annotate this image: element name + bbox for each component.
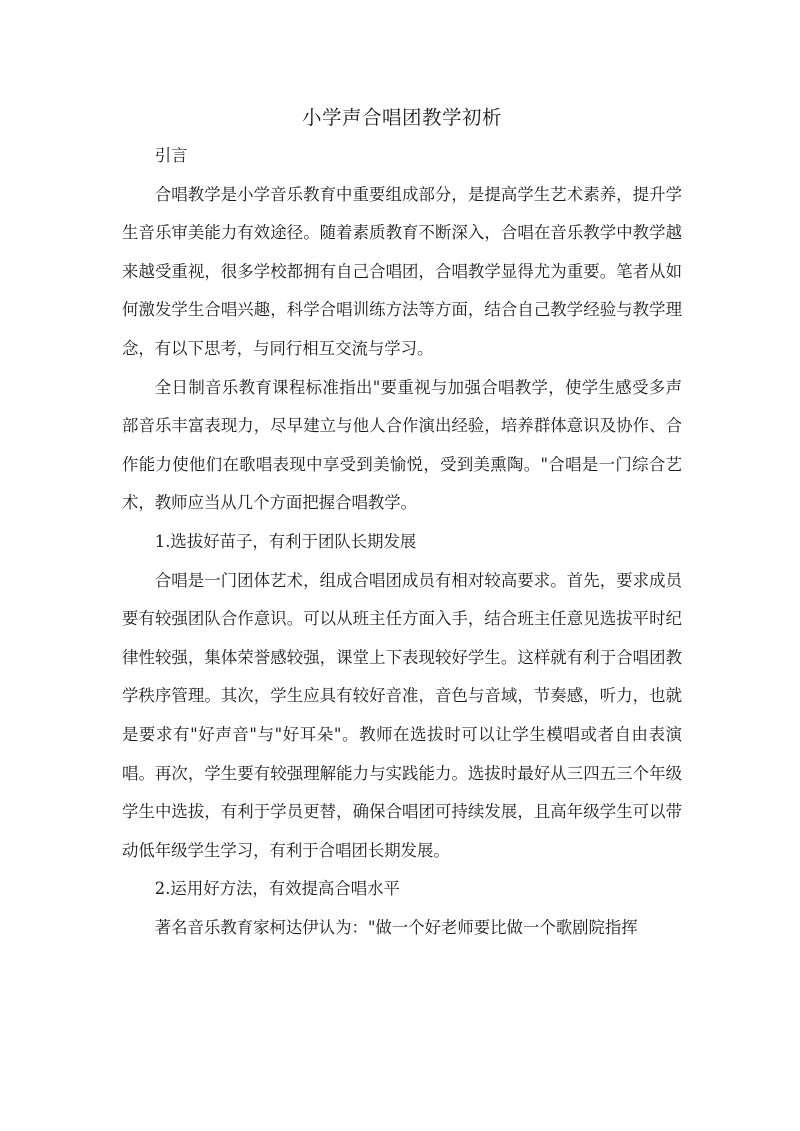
paragraph-intro: 合唱教学是小学音乐教育中重要组成部分，是提高学生艺术素养，提升学生音乐审美能力有效途径。随着素质教育不断深入，合唱在音乐教学中教学越来越受重视，很多学校都拥有自己合唱团，合唱教学显得尤为重要。笔者从如何激发学生合唱兴趣，科学合唱训练方法等方面，结合自己教学经验与教学理念，有以下思考，与同行相互交流与学习。 (122, 184, 682, 358)
paragraph-kodaly-quote: 著名音乐教育家柯达伊认为："做一个好老师要比做一个歌剧院指挥 (154, 917, 638, 937)
section-heading-intro: 引言 (154, 146, 188, 165)
section-heading-1: 1.选拔好苗子，有利于团队长期发展 (154, 531, 417, 551)
paragraph-selection: 合唱是一门团体艺术，组成合唱团成员有相对较高要求。首先，要求成员要有较强团队合作意识。可以从班主任方面入手，结合班主任意见选拔平时纪律性较强，集体荣誉感较强，课堂上下表现较好学生。这样就有利于合唱团教学秩序管理。其次，学生应具有较好音准，音色与音域，节奏感，听力，也就是要求有"好声音"与"好耳朵"。教师在选拔时可以让学生模唱或者自由表演唱。再次，学生要有较强理解能力与实践能力。选拔时最好从三四五三个年级学生中选拔，有利于学员更替，确保合唱团可持续发展，且高年级学生可以带动低年级学生学习，有利于合唱团长期发展。 (122, 570, 682, 860)
paragraph-curriculum-quote: 全日制音乐教育课程标准指出"要重视与加强合唱教学，使学生感受多声部音乐丰富表现力，尽早建立与他人合作演出经验，培养群体意识及协作、合作能力使他们在歌唱表现中享受到美愉悦，受到美熏陶。"合唱是一门综合艺术，教师应当从几个方面把握合唱教学。 (122, 377, 682, 513)
document-body (122, 103, 682, 947)
section-heading-2: 2.运用好方法，有效提高合唱水平 (154, 879, 400, 899)
document-title: 小学声合唱团教学初析 (301, 106, 502, 129)
